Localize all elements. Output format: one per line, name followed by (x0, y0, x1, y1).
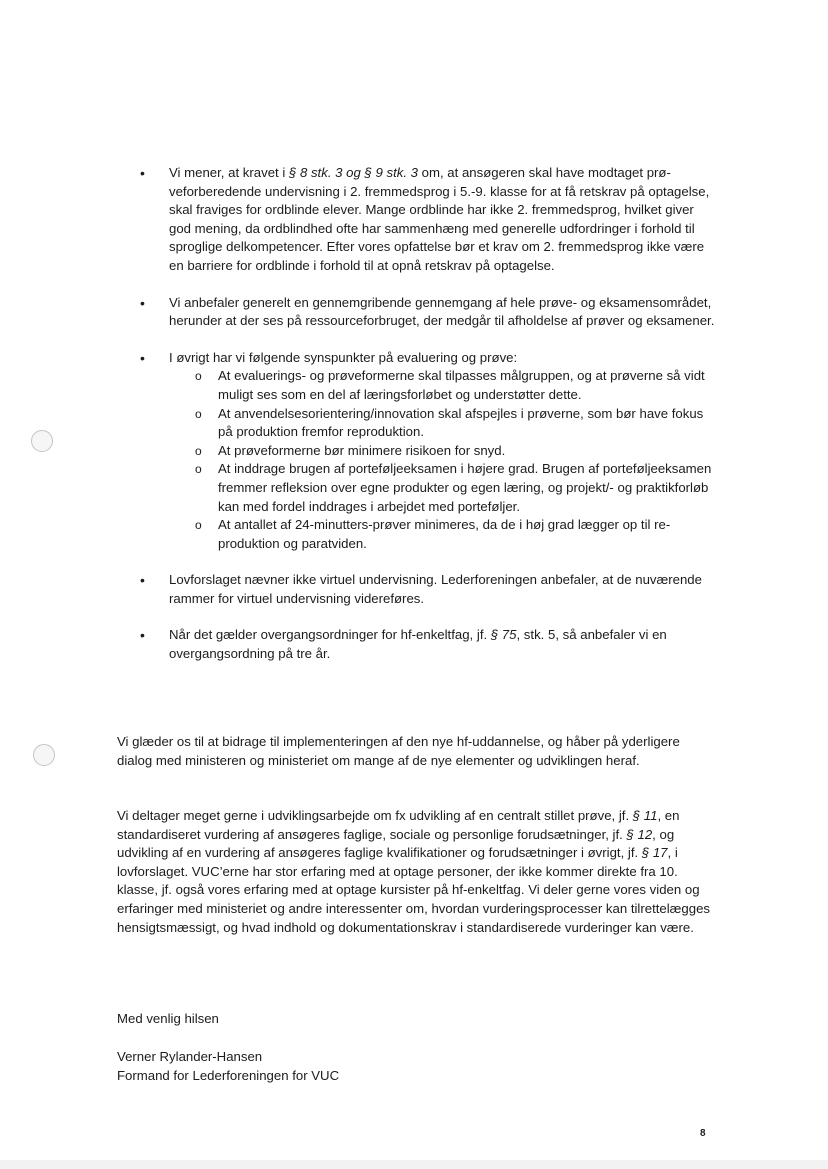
bullet-text: I øvrigt har vi følgende synspunkter på evaluering og prøve: (169, 349, 518, 365)
sub-item: o At evaluerings- og prøveformerne skal tilpasses målgruppen, og at prøverne så vidt muligt ses som en del af læringsforløbet og understøtter dette. (190, 367, 715, 404)
bullet-text: , stk. 5, så anbefaler vi en overgangsordning på tre år. (169, 627, 667, 662)
legal-reference: § 11 (632, 808, 658, 823)
bullet-item (140, 349, 715, 554)
legal-reference: § 75 (490, 627, 517, 643)
bullet-text: om, at ansøgeren skal have modtaget prøveforberedende undervisning i 2. fremmedsprog i 5.-9. klasse for at få retskrav på optagelse, skal fraviges for ordblinde elever. Mange ordblinde har ikke 2. fremmedsprog, hvilket giver god mening, da ordblindhed ofte har sammenhæng med generelle udfordringer i forhold til sproglige delkompetencer. Efter vores opfattelse bør et krav om 2. fremmedsprog ikke være en barriere for ordblinde i forhold til at opnå retskrav på optagelse. (169, 165, 710, 273)
closing-greeting: Med venlig hilsen (117, 1011, 219, 1026)
bullet-text: Lovforslaget nævner ikke virtuel undervisning. Lederforeningen anbefaler, at de nuværende rammer for virtuel undervisning videreføres. (169, 572, 702, 606)
signature-block (117, 1048, 717, 1085)
sub-item: o At inddrage brugen af porteføljeeksamen i højere grad. Brugen af porteføljeeksamen fremmer refleksion over egne produkter og egen læring, og projekt/- og praktikforløb kan med fordel inddrages i arbejdet med porteføljer. (190, 460, 715, 516)
sub-item: o At anvendelsesorientering/innovation skal afspejles i prøverne, som bør have fokus på produktion fremfor reproduktion. (190, 405, 715, 442)
sub-item: o At antallet af 24-minutters-prøver minimeres, da de i høj grad lægger op til reproduktion og paratviden. (190, 516, 715, 553)
legal-reference: § 12 (626, 826, 653, 842)
page-number: 8 (700, 1128, 706, 1139)
paragraph: Vi deltager meget gerne i udviklingsarbejde om fx udvikling af en centralt stillet prøve, jf. § 11, en standardiseret vurdering af ansøgeres faglige, sociale og personlige forudsætninger, jf. § 12, og udvikling af en vurdering af ansøgeres faglige kvalifikationer og forudsætninger i øvrigt, jf. § 17, i lovforslaget. VUC’erne har stor erfaring med at optage personer, der ikke kommer direkte fra 10. klasse, jf. også vores erfaring med at optage kursister på hf-enkeltfag. Vi deler gerne vores viden og erfaringer med ministeriet og andre interessenter om, hvordan vurderingsprocesser kan tilrettelægges hensigtsmæssigt, og hvad indhold og dokumentationskrav i standardiserede vurderinger kan være. (117, 808, 710, 935)
paragraph: Vi glæder os til at bidrage til implementeringen af den nye hf-uddannelse, og håber på yderligere dialog med ministeren og ministeriet om mange af de nye elementer og udviklingen heraf. (117, 734, 680, 768)
punch-hole-mark (33, 744, 55, 766)
bullet-item (140, 294, 715, 331)
sub-list (169, 367, 715, 553)
bullet-text: Vi anbefaler generelt en gennemgribende gennemgang af hele prøve- og eksamensområdet, herunder at der ses på ressourceforbruget, der medgår til afholdelse af prøver og eksamener. (169, 294, 715, 329)
legal-reference: § 17 (641, 845, 668, 861)
bullet-text: Når det gælder overgangsordninger for hf-enkeltfag, jf. (169, 627, 491, 643)
bullet-item (140, 164, 715, 276)
bullet-list (140, 164, 715, 664)
legal-reference: § 8 stk. 3 og § 9 stk. 3 (288, 165, 418, 180)
page-bottom-edge (0, 1160, 828, 1169)
bullet-item (140, 626, 715, 663)
signer-title: Formand for Lederforeningen for VUC (117, 1067, 340, 1083)
bullet-item (140, 571, 715, 608)
punch-hole-mark (31, 430, 53, 452)
signer-name: Verner Rylander-Hansen (117, 1049, 263, 1064)
bullet-text: Vi mener, at kravet i (169, 165, 289, 180)
sub-item: o At prøveformerne bør minimere risikoen for snyd. (190, 442, 715, 461)
